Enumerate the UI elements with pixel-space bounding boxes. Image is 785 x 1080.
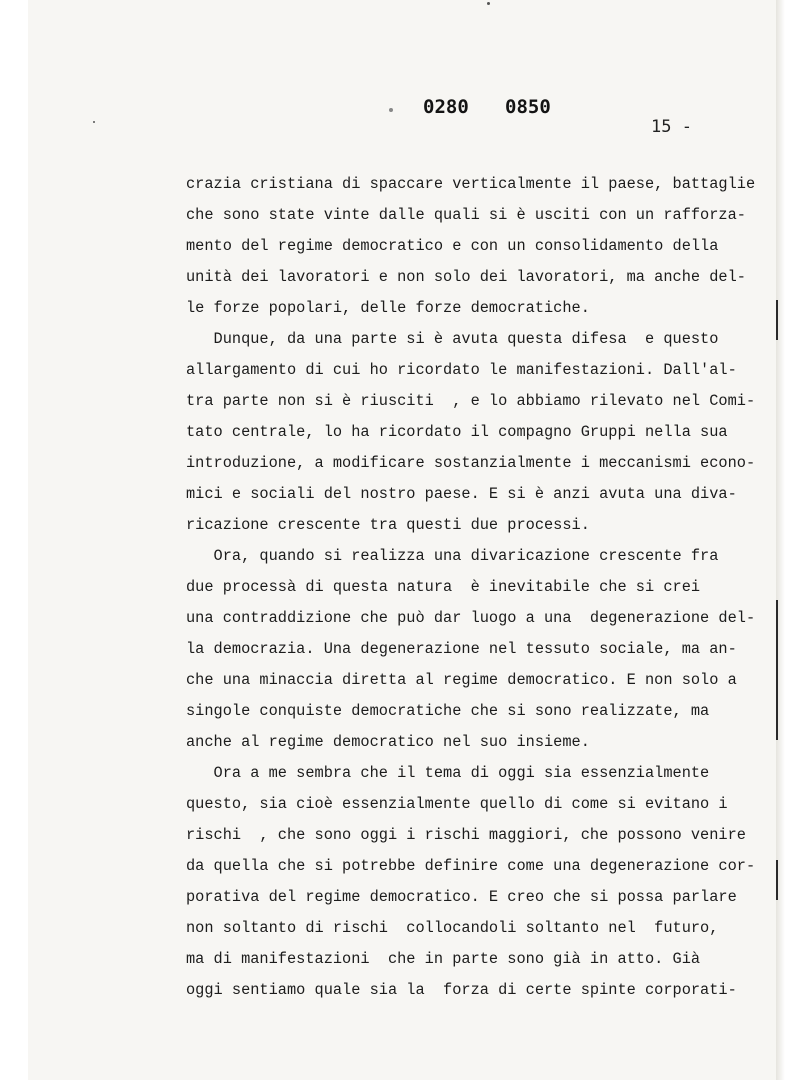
archive-stamp-number-2: 0850 <box>505 96 551 118</box>
text-line: singole conquiste democratiche che si sono realizzate, ma <box>186 702 710 720</box>
text-line: introduzione, a modificare sostanzialmente i meccanismi econo- <box>186 454 756 472</box>
archive-stamp-number-1: 0280 <box>423 96 469 118</box>
text-line: Ora, quando si realizza una divaricazione crescente fra <box>186 547 719 565</box>
paper-speck <box>487 2 490 5</box>
text-line: mici e sociali del nostro paese. E si è anzi avuta una diva- <box>186 485 737 503</box>
text-line: rischi , che sono oggi i rischi maggiori, che possono venire <box>186 826 746 844</box>
text-line: tra parte non si è riusciti , e lo abbiamo rilevato nel Comi- <box>186 392 756 410</box>
text-line: ma di manifestazioni che in parte sono già in atto. Già <box>186 950 701 968</box>
text-line: allargamento di cui ho ricordato le manifestazioni. Dall'al- <box>186 361 737 379</box>
text-line: Dunque, da una parte si è avuta questa difesa e questo <box>186 330 719 348</box>
paper-speck <box>93 121 95 123</box>
margin-line-mark <box>776 600 778 740</box>
text-line: le forze popolari, delle forze democratiche. <box>186 299 590 317</box>
text-line: anche al regime democratico nel suo insieme. <box>186 733 590 751</box>
text-line: la democrazia. Una degenerazione nel tessuto sociale, ma an- <box>186 640 737 658</box>
text-line: due processà di questa natura è inevitabile che si crei <box>186 578 701 596</box>
text-line: porativa del regime democratico. E creo che si possa parlare <box>186 888 737 906</box>
text-line: unità dei lavoratori e non solo dei lavoratori, ma anche del- <box>186 268 746 286</box>
text-line: ricazione crescente tra questi due processi. <box>186 516 590 534</box>
text-line: che sono state vinte dalle quali si è usciti con un rafforza- <box>186 206 746 224</box>
page-number: 15 - <box>651 117 692 137</box>
margin-line-mark <box>776 300 778 340</box>
text-line: questo, sia cioè essenzialmente quello di come si evitano i <box>186 795 728 813</box>
text-line: tato centrale, lo ha ricordato il compagno Gruppi nella sua <box>186 423 728 441</box>
text-line: da quella che si potrebbe definire come una degenerazione cor- <box>186 857 756 875</box>
margin-line-mark <box>776 860 778 900</box>
text-line: una contraddizione che può dar luogo a una degenerazione del- <box>186 609 756 627</box>
text-line: non soltanto di rischi collocandoli soltanto nel futuro, <box>186 919 719 937</box>
text-line: che una minaccia diretta al regime democratico. E non solo a <box>186 671 737 689</box>
text-line: mento del regime democratico e con un consolidamento della <box>186 237 719 255</box>
text-line: oggi sentiamo quale sia la forza di certe spinte corporati- <box>186 981 737 999</box>
text-line: Ora a me sembra che il tema di oggi sia essenzialmente <box>186 764 710 782</box>
text-line: crazia cristiana di spaccare verticalmente il paese, battaglie <box>186 175 756 193</box>
